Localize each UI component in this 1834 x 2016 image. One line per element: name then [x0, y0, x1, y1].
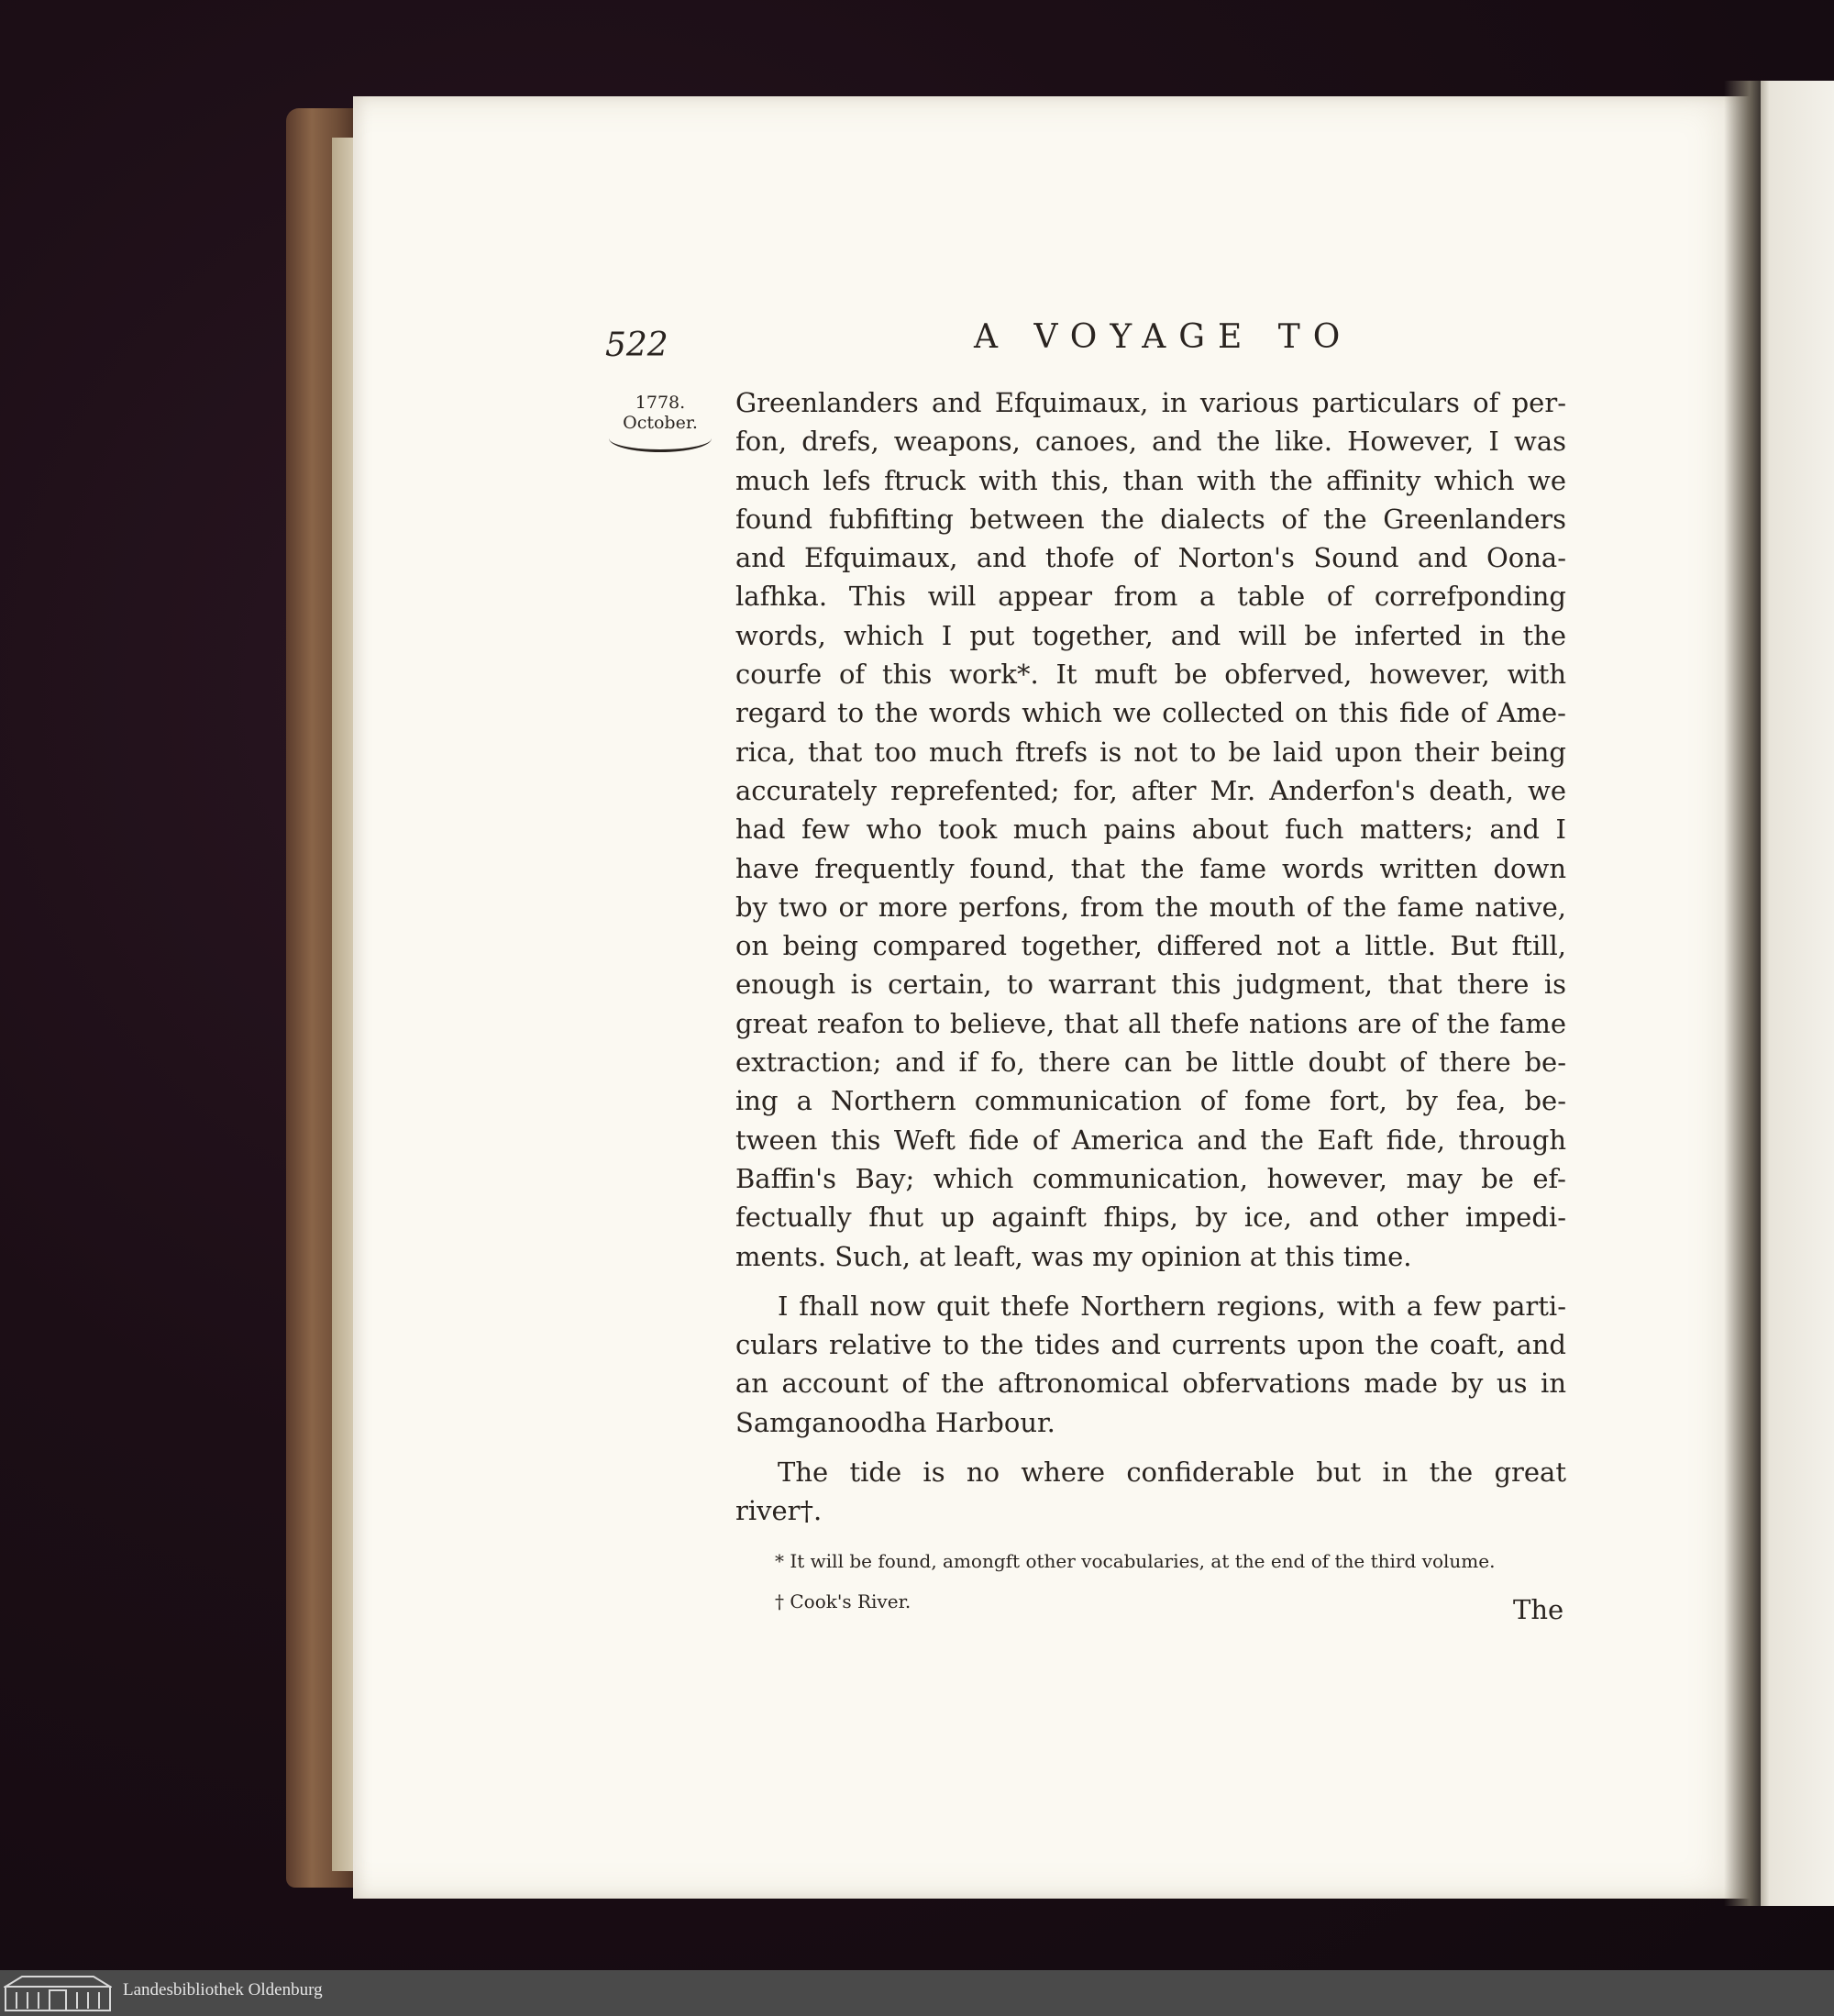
text-line: ments. Such, at leaft, was my opinion at this time.: [735, 1240, 1412, 1272]
text-line: lafhka. This will appear from a table of correfponding: [735, 581, 1566, 613]
catchword: The: [1513, 1594, 1564, 1625]
book-gutter: [1724, 81, 1761, 1906]
footnote-2: † Cook's River.: [775, 1590, 911, 1612]
text-line: culars relative to the tides and currents upon the coaft, and: [735, 1329, 1566, 1361]
text-line: much lefs ftruck with this, than with the affinity which we: [735, 464, 1566, 496]
paragraph-gap: [735, 1442, 1566, 1453]
text-line: The tide is no where confiderable but in the great: [778, 1457, 1566, 1489]
footnote-1: * It will be found, amongft other vocabularies, at the end of the third volume.: [775, 1550, 1496, 1572]
library-name: Landesbibliothek Oldenburg: [123, 1980, 323, 1999]
text-line: great reafon to believe, that all thefe nations are of the fame: [735, 1007, 1566, 1039]
text-line: accurately reprefented; for, after Mr. Anderfon's death, we: [735, 774, 1566, 806]
text-line: tween this Weft fide of America and the Eaft fide, through: [735, 1124, 1566, 1156]
text-line: ing a Northern communication of fome fort, by fea, be-: [735, 1085, 1566, 1117]
text-line: fectually fhut up againft fhips, by ice, and other impedi-: [735, 1202, 1566, 1234]
text-line: found fubfifting between the dialects of the Greenlanders: [735, 503, 1566, 535]
text-line: rica, that too much ftrefs is not to be laid upon their being: [735, 736, 1566, 768]
text-line: courfe of this work*. It muft be obferved, however, with: [735, 659, 1566, 691]
text-line: and Efquimaux, and thofe of Norton's Sound and Oona-: [735, 542, 1566, 574]
text-line: regard to the words which we collected on this fide of Ame-: [735, 697, 1566, 729]
text-line: by two or more perfons, from the mouth of the fame native,: [735, 891, 1566, 923]
paragraph: [735, 383, 1566, 1276]
text-line: have frequently found, that the fame words written down: [735, 852, 1566, 884]
margin-month: October.: [623, 413, 698, 433]
margin-date-note: [605, 393, 715, 452]
text-line: on being compared together, differed not a little. But ftill,: [735, 930, 1566, 962]
text-line: words, which I put together, and will be inferted in the: [735, 619, 1566, 651]
text-line: Greenlanders and Efquimaux, in various particulars of per-: [735, 387, 1566, 418]
running-head: A VOYAGE TO: [974, 318, 1353, 356]
margin-year: 1778.: [635, 393, 686, 413]
library-building-icon: [4, 1974, 112, 2012]
text-line: I fhall now quit thefe Northern regions, with a few parti-: [778, 1290, 1566, 1322]
text-line: river†.: [735, 1495, 823, 1527]
text-line: extraction; and if fo, there can be little doubt of there be-: [735, 1047, 1566, 1079]
main-text: [735, 383, 1566, 1531]
text-line: Samganoodha Harbour.: [735, 1406, 1055, 1438]
paragraph-gap: [735, 1276, 1566, 1287]
text-line: enough is certain, to warrant this judgment, that there is: [735, 969, 1566, 1001]
facing-page-edge: [1753, 81, 1834, 1906]
page-number: 522: [605, 327, 668, 364]
text-line: an account of the aftronomical obfervations made by us in: [735, 1368, 1566, 1400]
paragraph: [735, 1287, 1566, 1442]
text-line: had few who took much pains about fuch matters; and I: [735, 814, 1566, 846]
paragraph: [735, 1453, 1566, 1531]
footnotes: [775, 1541, 1563, 1622]
margin-brace: [609, 438, 712, 452]
text-line: Baffin's Bay; which communication, however, may be ef-: [735, 1162, 1566, 1194]
text-line: fon, drefs, weapons, canoes, and the like. However, I was: [735, 426, 1566, 458]
